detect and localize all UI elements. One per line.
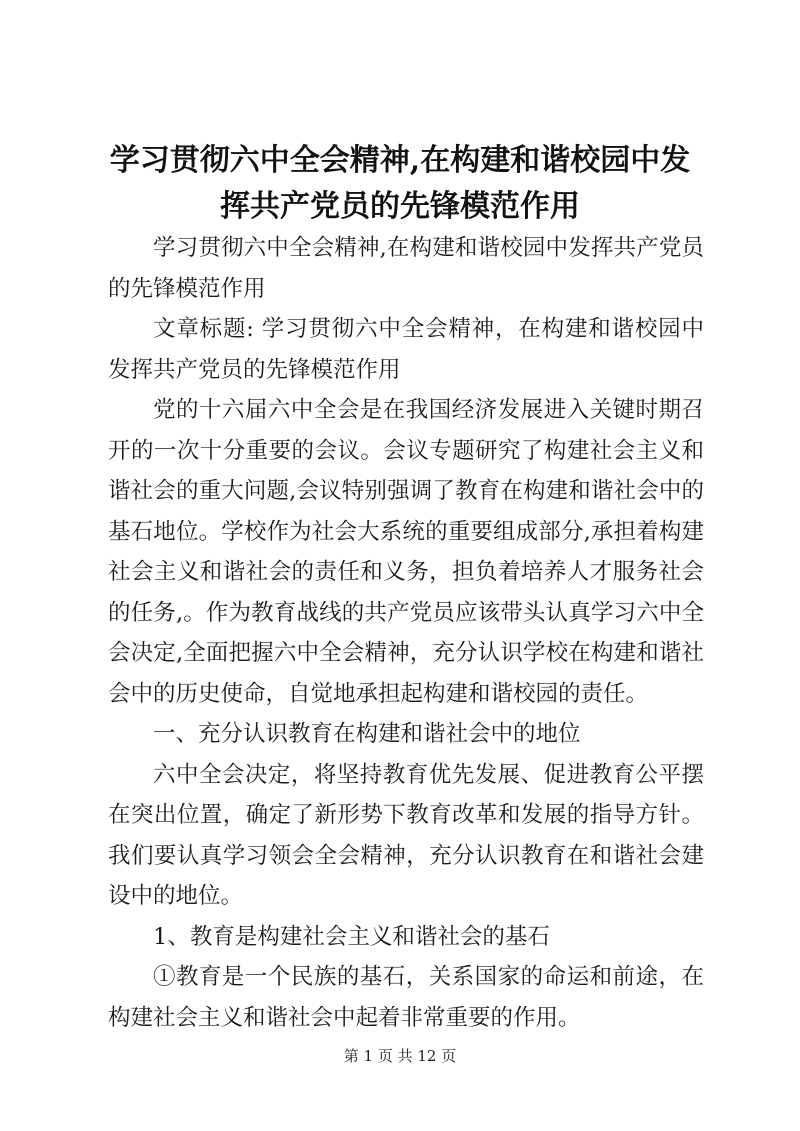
document-body [108,228,704,1038]
title-line-1: 学习贯彻六中全会精神,在构建和谐校园中发 [109,143,691,178]
paragraph-repeat-title: 学习贯彻六中全会精神,在构建和谐校园中发挥共产党员的先锋模范作用 [108,235,704,302]
section-heading-1: 一、充分认识教育在构建和谐社会中的地位 [153,721,581,747]
subheading-1-1: 1、教育是构建社会主义和谐社会的基石 [153,923,550,950]
paragraph-point-1: ①教育是一个民族的基石，关系国家的命运和前途，在构建社会主义和谐社会中起着非常重要的作用。 [108,964,704,1031]
page-footer: 第 1 页 共 12 页 [343,1047,457,1065]
paragraph-article-title: 文章标题: 学习贯彻六中全会精神，在构建和谐校园中发挥共产党员的先锋模范作用 [108,316,704,383]
document-title [100,138,700,230]
paragraph-section-1: 六中全会决定，将坚持教育优先发展、促进教育公平摆在突出位置，确定了新形势下教育改革和发展的指导方针。我们要认真学习领会全会精神，充分认识教育在和谐社会建设中的地位。 [108,761,704,909]
title-line-2: 挥共产党员的先锋模范作用 [220,189,580,224]
paragraph-intro: 党的十六届六中全会是在我国经济发展进入关键时期召开的一次十分重要的会议。会议专题研究了构建社会主义和谐社会的重大问题,会议特别强调了教育在构建和谐社会中的基石地位。学校作为社会大系统的重要组成部分,承担着构建社会主义和谐社会的责任和义务，担负着培养人才服务社会的任务,。作为教育战线的共产党员应该带头认真学习六中全会决定,全面把握六中全会精神，充分认识学校在构建和谐社会中的历史使命，自觉地承担起构建和谐校园的责任。 [108,397,704,707]
